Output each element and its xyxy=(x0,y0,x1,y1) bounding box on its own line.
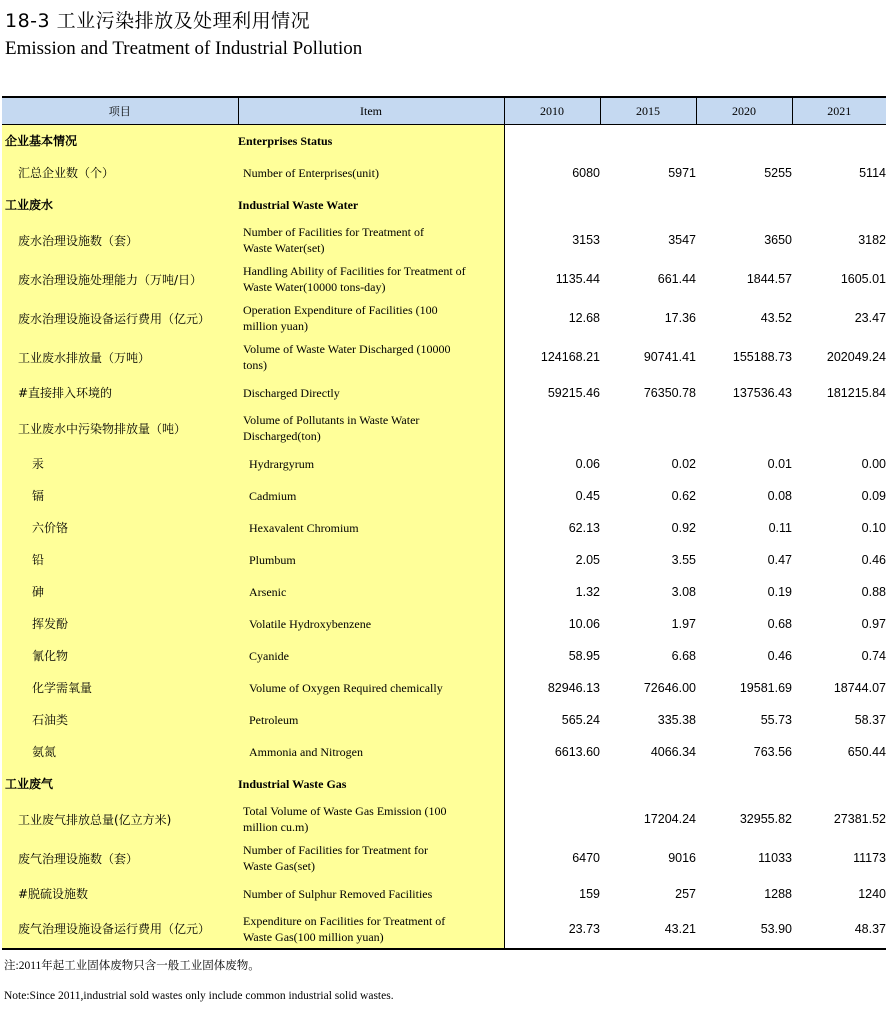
row-label-cn: 氰化物 xyxy=(2,640,238,672)
value-cell-2015: 0.92 xyxy=(671,520,696,535)
row-label-en: Volume of Waste Water Discharged (10000 tons) xyxy=(238,338,504,377)
row-label-cn: 挥发酚 xyxy=(2,608,238,640)
value-cell-2015: 76350.78 xyxy=(643,385,696,400)
row-label-cn: 工业废气 xyxy=(2,768,238,800)
value-cell-2021: 11173 xyxy=(853,851,886,865)
table-row xyxy=(2,736,886,768)
page-title-cn: 18-3 工业污染排放及处理利用情况 xyxy=(5,10,311,32)
value-cell-2020: 763.56 xyxy=(753,744,792,759)
value-cell-2020: 1288 xyxy=(764,886,792,901)
value-cell-2020 xyxy=(696,189,792,221)
row-label-cn: 砷 xyxy=(2,576,238,608)
table-row xyxy=(2,338,886,377)
value-cell-2021: 0.09 xyxy=(861,488,886,503)
value-cell-2020: 3650 xyxy=(764,233,792,247)
value-cell-2015: 6.68 xyxy=(671,648,696,663)
row-label-en: Plumbum xyxy=(238,544,504,576)
value-cell-2010: 565.24 xyxy=(561,712,600,727)
value-cell-2020: 0.47 xyxy=(767,552,792,567)
section-row xyxy=(2,189,886,221)
table-row xyxy=(2,800,886,839)
value-cell-2020: 32955.82 xyxy=(739,812,792,826)
table-row xyxy=(2,157,886,189)
value-cell-2010: 0.06 xyxy=(575,456,600,471)
row-label-en: Hexavalent Chromium xyxy=(238,512,504,544)
table-row xyxy=(2,640,886,672)
value-cell-2015: 17204.24 xyxy=(643,812,696,826)
row-label-en: Total Volume of Waste Gas Emission (100 million cu.m) xyxy=(238,800,504,839)
value-cell-2010: 3153 xyxy=(572,233,600,247)
value-cell-2010: 124168.21 xyxy=(540,350,600,364)
table-row xyxy=(2,299,886,338)
row-label-en: Operation Expenditure of Facilities (100 million yuan) xyxy=(238,299,504,338)
value-cell-2015 xyxy=(600,189,696,221)
row-label-en: Ammonia and Nitrogen xyxy=(238,736,504,768)
row-label-en: Petroleum xyxy=(238,704,504,736)
value-cell-2021 xyxy=(792,125,886,157)
table-row xyxy=(2,878,886,910)
row-label-en: Cyanide xyxy=(238,640,504,672)
row-label-en: Industrial Waste Gas xyxy=(238,768,504,800)
value-cell-2015: 3547 xyxy=(668,233,696,247)
table-row xyxy=(2,544,886,576)
table-row xyxy=(2,704,886,736)
value-cell-2020: 0.19 xyxy=(767,584,792,599)
value-cell-2021: 0.10 xyxy=(861,520,886,535)
header-year-2021: 2021 xyxy=(792,97,886,125)
row-label-en: Arsenic xyxy=(238,576,504,608)
header-year-2015: 2015 xyxy=(600,97,696,125)
value-cell-2010: 82946.13 xyxy=(547,680,600,695)
header-item-cn: 项目 xyxy=(2,97,238,125)
section-row xyxy=(2,125,886,157)
value-cell-2021: 0.97 xyxy=(861,616,886,631)
value-cell-2010: 1135.44 xyxy=(555,272,600,286)
value-cell-2021: 0.88 xyxy=(861,584,886,599)
row-label-en: Cadmium xyxy=(238,480,504,512)
value-cell-2015: 17.36 xyxy=(664,311,696,325)
row-label-cn: 废水治理设施数（套） xyxy=(2,221,238,260)
value-cell-2015: 0.62 xyxy=(671,488,696,503)
row-label-en: Hydrargyrum xyxy=(238,448,504,480)
value-cell-2020: 0.01 xyxy=(767,456,792,471)
row-label-en: Number of Enterprises(unit) xyxy=(238,157,504,189)
value-cell-2015: 257 xyxy=(675,886,696,901)
table-row xyxy=(2,377,886,409)
value-cell-2021: 58.37 xyxy=(854,712,886,727)
value-cell-2020: 137536.43 xyxy=(732,385,792,400)
value-cell-2020: 0.68 xyxy=(767,616,792,631)
value-cell-2021: 0.46 xyxy=(861,552,886,567)
row-label-cn: 汞 xyxy=(2,448,238,480)
value-cell-2021: 27381.52 xyxy=(833,812,886,826)
value-cell-2010: 6470 xyxy=(572,851,600,865)
value-cell-2020: 0.08 xyxy=(767,488,792,503)
value-cell-2015: 661.44 xyxy=(657,272,696,286)
row-label-cn: 工业废气排放总量(亿立方米) xyxy=(2,800,238,839)
value-cell-2015: 72646.00 xyxy=(643,680,696,695)
row-label-en: Discharged Directly xyxy=(238,377,504,409)
footnote-en: Note:Since 2011,industrial sold wastes only include common industrial solid wastes. xyxy=(4,990,394,1002)
value-cell-2010: 6080 xyxy=(572,165,600,180)
value-cell-2021 xyxy=(792,768,886,800)
value-cell-2010: 159 xyxy=(579,886,600,901)
value-cell-2020: 43.52 xyxy=(760,311,792,325)
value-cell-2015: 3.55 xyxy=(671,552,696,567)
value-cell-2021: 3182 xyxy=(858,233,886,247)
row-label-cn: #直接排入环境的 xyxy=(2,377,238,409)
value-cell-2010 xyxy=(504,409,600,448)
row-label-cn: 氨氮 xyxy=(2,736,238,768)
row-label-cn: 废水治理设施设备运行费用（亿元） xyxy=(2,299,238,338)
value-cell-2015: 90741.41 xyxy=(643,350,696,364)
row-label-cn: 工业废水排放量（万吨） xyxy=(2,338,238,377)
value-cell-2020: 0.46 xyxy=(767,648,792,663)
header-year-2020: 2020 xyxy=(696,97,792,125)
row-label-en: Number of Facilities for Treatment for Waste Gas(set) xyxy=(238,839,504,878)
row-label-en: Number of Facilities for Treatment of Waste Water(set) xyxy=(238,221,504,260)
value-cell-2010: 59215.46 xyxy=(547,385,600,400)
value-cell-2021: 1605.01 xyxy=(840,272,886,286)
row-label-cn: 废水治理设施处理能力（万吨/日） xyxy=(2,260,238,299)
value-cell-2010: 2.05 xyxy=(575,552,600,567)
value-cell-2020: 19581.69 xyxy=(739,680,792,695)
value-cell-2015: 9016 xyxy=(668,851,696,865)
table-row xyxy=(2,839,886,878)
value-cell-2020: 11033 xyxy=(758,851,792,865)
row-label-en: Industrial Waste Water xyxy=(238,189,504,221)
row-label-en: Expenditure on Facilities for Treatment of Waste Gas(100 million yuan) xyxy=(238,910,504,949)
value-cell-2010: 58.95 xyxy=(568,648,600,663)
row-label-cn: #脱硫设施数 xyxy=(2,878,238,910)
value-cell-2020: 5255 xyxy=(764,165,792,180)
row-label-cn: 汇总企业数（个） xyxy=(2,157,238,189)
value-cell-2015: 4066.34 xyxy=(650,744,696,759)
row-label-cn: 化学需氧量 xyxy=(2,672,238,704)
value-cell-2021: 18744.07 xyxy=(833,680,886,695)
value-cell-2021: 0.00 xyxy=(861,456,886,471)
value-cell-2021: 0.74 xyxy=(861,648,886,663)
table-body xyxy=(2,125,886,949)
value-cell-2021: 23.47 xyxy=(854,311,886,325)
table-row xyxy=(2,448,886,480)
row-label-cn: 工业废水中污染物排放量（吨） xyxy=(2,409,238,448)
header-year-2010: 2010 xyxy=(504,97,600,125)
value-cell-2020: 53.90 xyxy=(696,910,792,949)
value-cell-2021 xyxy=(792,189,886,221)
footnote-cn: 注:2011年起工业固体废物只含一般工业固体废物。 xyxy=(4,960,260,972)
value-cell-2015 xyxy=(600,125,696,157)
table-row xyxy=(2,576,886,608)
value-cell-2010: 12.68 xyxy=(568,311,600,325)
row-label-cn: 企业基本情况 xyxy=(2,125,238,157)
value-cell-2021: 48.37 xyxy=(792,910,886,949)
value-cell-2010 xyxy=(504,800,600,839)
page-title-en: Emission and Treatment of Industrial Pollution xyxy=(5,38,363,59)
value-cell-2020 xyxy=(696,768,792,800)
value-cell-2015: 43.21 xyxy=(600,910,696,949)
value-cell-2021: 5114 xyxy=(859,165,886,180)
value-cell-2021: 202049.24 xyxy=(826,350,886,364)
value-cell-2010: 10.06 xyxy=(568,616,600,631)
statistics-table xyxy=(2,96,886,950)
value-cell-2020 xyxy=(696,409,792,448)
table-row xyxy=(2,512,886,544)
table-row xyxy=(2,672,886,704)
value-cell-2015: 1.97 xyxy=(671,616,696,631)
table-row xyxy=(2,260,886,299)
value-cell-2020: 0.11 xyxy=(768,520,792,535)
value-cell-2021: 650.44 xyxy=(847,744,886,759)
table-row xyxy=(2,221,886,260)
value-cell-2020: 1844.57 xyxy=(746,272,792,286)
value-cell-2010: 0.45 xyxy=(575,488,600,503)
row-label-cn: 废气治理设施数（套） xyxy=(2,839,238,878)
value-cell-2015: 0.02 xyxy=(671,456,696,471)
row-label-en: Enterprises Status xyxy=(238,125,504,157)
table-row xyxy=(2,910,886,949)
value-cell-2021: 181215.84 xyxy=(826,385,886,400)
value-cell-2010: 62.13 xyxy=(568,520,600,535)
value-cell-2020: 55.73 xyxy=(760,712,792,727)
value-cell-2015 xyxy=(600,409,696,448)
value-cell-2021: 1240 xyxy=(858,886,886,901)
value-cell-2015: 3.08 xyxy=(671,584,696,599)
row-label-en: Volume of Oxygen Required chemically xyxy=(238,672,504,704)
value-cell-2021 xyxy=(792,409,886,448)
value-cell-2010 xyxy=(504,768,600,800)
row-label-cn: 工业废水 xyxy=(2,189,238,221)
value-cell-2015: 335.38 xyxy=(657,712,696,727)
row-label-cn: 废气治理设施设备运行费用（亿元） xyxy=(2,910,238,949)
row-label-cn: 铅 xyxy=(2,544,238,576)
row-label-cn: 六价铬 xyxy=(2,512,238,544)
row-label-en: Volume of Pollutants in Waste Water Discharged(ton) xyxy=(238,409,504,448)
row-label-cn: 石油类 xyxy=(2,704,238,736)
value-cell-2010: 23.73 xyxy=(504,910,600,949)
table-row xyxy=(2,480,886,512)
row-label-en: Volatile Hydroxybenzene xyxy=(238,608,504,640)
value-cell-2010 xyxy=(504,125,600,157)
value-cell-2020 xyxy=(696,125,792,157)
row-label-en: Number of Sulphur Removed Facilities xyxy=(238,878,504,910)
row-label-cn: 镉 xyxy=(2,480,238,512)
table-row xyxy=(2,409,886,448)
value-cell-2015: 5971 xyxy=(668,165,696,180)
value-cell-2010 xyxy=(504,189,600,221)
value-cell-2010: 1.32 xyxy=(575,584,600,599)
table-header-row xyxy=(2,97,886,125)
section-row xyxy=(2,768,886,800)
value-cell-2015 xyxy=(600,768,696,800)
table-row xyxy=(2,608,886,640)
row-label-en: Handling Ability of Facilities for Treatment of Waste Water(10000 tons-day) xyxy=(238,260,504,299)
header-item-en: Item xyxy=(238,97,504,125)
value-cell-2020: 155188.73 xyxy=(732,350,792,364)
value-cell-2010: 6613.60 xyxy=(554,744,600,759)
